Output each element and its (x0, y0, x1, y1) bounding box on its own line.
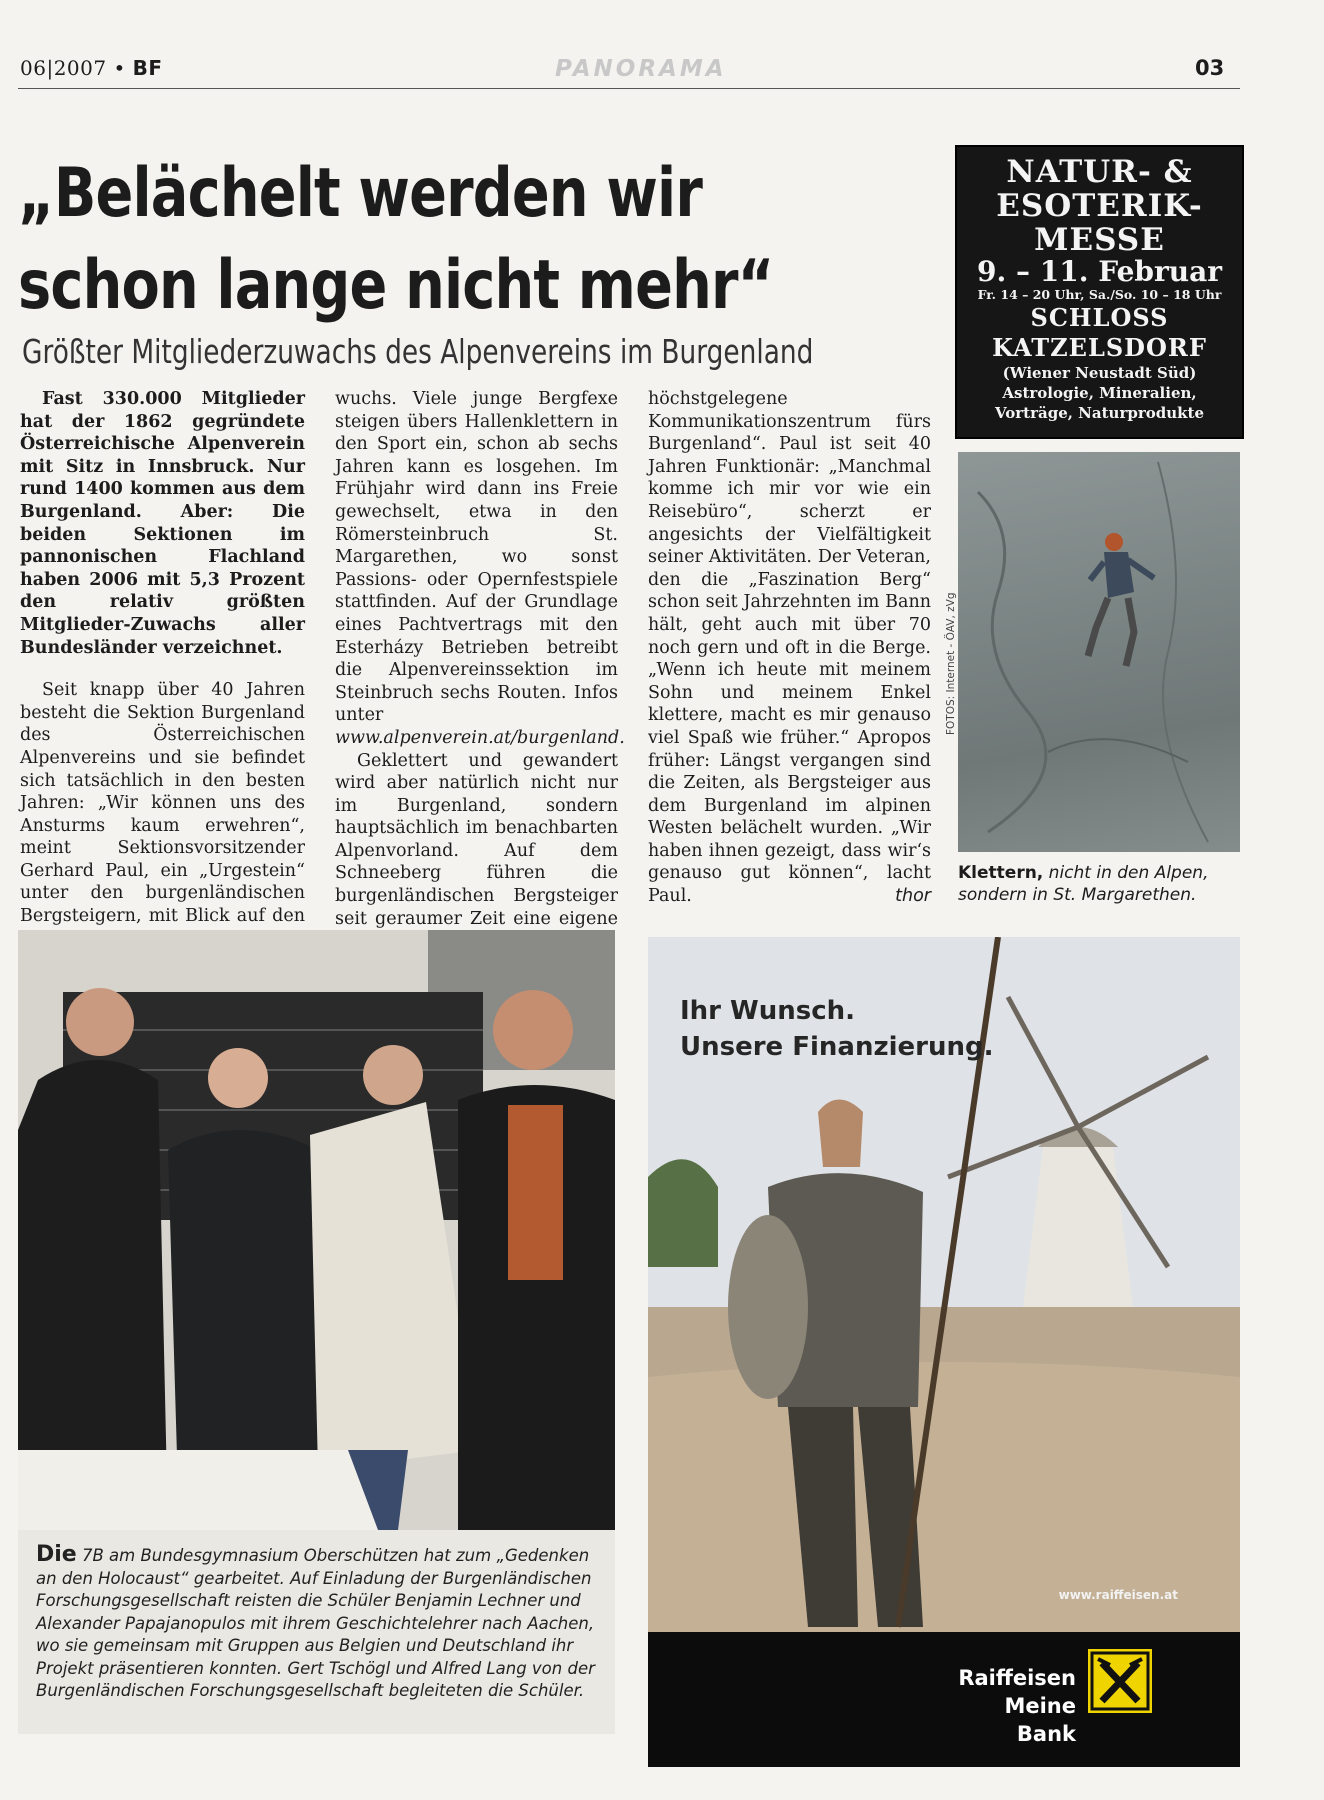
alpenverein-link[interactable]: www.alpenverein.at/burgenland. (335, 727, 625, 748)
ad-topics-2: Vorträge, Naturprodukte (994, 404, 1205, 422)
issue-info (20, 56, 163, 80)
slogan-line-1: Ihr Wunsch. (680, 996, 856, 1026)
caption-lead: Die (36, 1542, 77, 1567)
climbing-caption (958, 862, 1243, 906)
ad-dates: 9. – 11. Februar (977, 255, 1222, 288)
article-text: wuchs. Viele junge Bergfexe steigen übers Hallenklettern in den Sport ein, schon ab sechs Jahren kann es losgehen. Im Frühjahr wird dann ins Freie gewechselt, etwa in den Römersteinbruch St. Margarethen, wo sonst Passions- oder Opernfestspiele stattfinden. Auf der Grundlage eines Pachtvertrags mit den Esterházy Betrieben betreibt die Alpenvereinssektion im Steinbruch sechs Routen. Infos unter (335, 389, 618, 726)
ad-region: (Wiener Neustadt Süd) (1002, 364, 1197, 382)
slogan-line-2: Unsere Finanzierung. (680, 1032, 994, 1062)
ad-venue-1: SCHLOSS (1030, 303, 1169, 332)
paragraph-gap (20, 659, 305, 679)
climbing-photo (958, 452, 1240, 852)
headline (18, 148, 936, 332)
article-paragraph: Seit knapp über 40 Jahren besteht die Sektion Burgenland des Österreichischen Alpenvereins und sie befindet sich tatsächlich in den besten Jahren: „Wir können uns des Ansturms kaum erwehren“, meint Sektionsvorsitzender Gerhard Paul, ein „Urgestein“ unter den burgenländischen Bergsteigern, mit Blick auf den (20, 680, 305, 927)
headline-line-2: schon lange nicht mehr“ (18, 246, 774, 325)
ad-title-3: MESSE (1034, 222, 1165, 258)
section-title: PANORAMA (555, 56, 727, 82)
article-lead: Fast 330.000 Mitglieder hat der 1862 gegründete Österreichische Alpenverein mit Sitz in Innsbruck. Nur rund 1400 kommen aus dem Burgenland. Aber: Die beiden Sektionen im pannonischen Flachland haben 2006 mit 5,3 Prozent den relativ größten Mitglieder-Zuwachs aller Bundesländer verzeichnet. (20, 389, 305, 658)
climber-illustration (958, 452, 1240, 852)
ad-title-2: ESOTERIK- (996, 188, 1203, 224)
article-paragraph (335, 388, 625, 750)
ad-topics-1: Astrologie, Mineralien, (1002, 384, 1197, 402)
caption-text: nicht in den Alpen, sondern in St. Margarethen. (958, 863, 1209, 905)
raiffeisen-url[interactable]: www.raiffeisen.at (1058, 1588, 1178, 1602)
group-caption (36, 1544, 604, 1703)
article-paragraph (648, 388, 931, 908)
ad-slogan (680, 993, 994, 1065)
headline-line-1: „Belächelt werden wir (18, 154, 703, 233)
raiffeisen-logo-icon (1088, 1649, 1152, 1713)
bank-name-line-1: Raiffeisen (958, 1666, 1076, 1690)
author-signature: thor (895, 886, 931, 907)
article-paragraph: Geklettert und gewandert wird aber natürlich nicht nur im Burgenland, sondern hauptsächlich im benachbarten Alpenvorland. Auf dem Schneeberg führen die burgenländischen Bergsteiger seit geraumer Zeit eine eigene (335, 750, 618, 929)
issue-date: 06|2007 • (20, 56, 133, 80)
ad-title-1: NATUR- & (1006, 154, 1193, 190)
caption-text: 7B am Bundesgymnasium Oberschützen hat zum „Gedenken an den Holocaust“ gearbeitet. Auf Einladung der Burgenländischen Forschungsgesellschaft reisten die Schüler Benjamin Lechner und Alexander Papajanopulos mit ihrem Geschichtelehrer nach Aachen, wo sie gemeinsam mit Gruppen aus Belgien und Deutschland ihr Projekt präsentieren konnten. Gert Tschögl und Alfred Lang von der Burgenländischen Forschungsgesellschaft begleiteten die Schüler. (36, 1546, 595, 1700)
article-text: höchstgelegene Kommunikationszentrum fürs Burgenland“. Paul ist seit 40 Jahren Funktionär: „Manchmal komme ich mir vor wie ein Reisebüro“, scherzt er angesichts der Vielfältigkeit seiner Aktivitäten. Der Veteran, den die „Faszination Berg“ schon seit Jahrzehnten im Bann hält, geht auch mit über 70 noch gern und oft in die Berge. „Wenn ich heute mit meinem Sohn und meinem Enkel klettere, macht es mir genauso viel Spaß wie früher.“ Apropos früher: Längst vergangen sind die Zeiten, als Bergsteiger aus dem Burgenland im alpinen Westen belächelt wurden. „Wir haben ihnen gezeigt, dass wir‘s genauso gut können“, lacht Paul. (648, 389, 931, 907)
raiffeisen-ad (648, 937, 1240, 1767)
esoterik-messe-ad (955, 145, 1244, 439)
bank-name (956, 1664, 1076, 1748)
page-number: 03 (1195, 56, 1225, 80)
article-column-1 (20, 388, 305, 950)
paper-logo: BF (132, 56, 163, 80)
group-illustration (18, 930, 615, 1530)
caption-lead: Klettern, (958, 863, 1044, 883)
bank-name-line-2: Meine Bank (1004, 1694, 1076, 1746)
ad-venue-2: KATZELSDORF (992, 333, 1207, 362)
article-column-3 (648, 388, 931, 908)
ad-hours: Fr. 14 – 20 Uhr, Sa./So. 10 – 18 Uhr (977, 287, 1222, 302)
subheadline: Größter Mitgliederzuwachs des Alpenvereins im Burgenland (22, 332, 814, 371)
photo-credit: FOTOS: Internet - ÖAV, zVg (945, 592, 957, 735)
group-photo (18, 930, 615, 1530)
article-column-2 (335, 388, 625, 953)
header-rule (18, 88, 1240, 89)
